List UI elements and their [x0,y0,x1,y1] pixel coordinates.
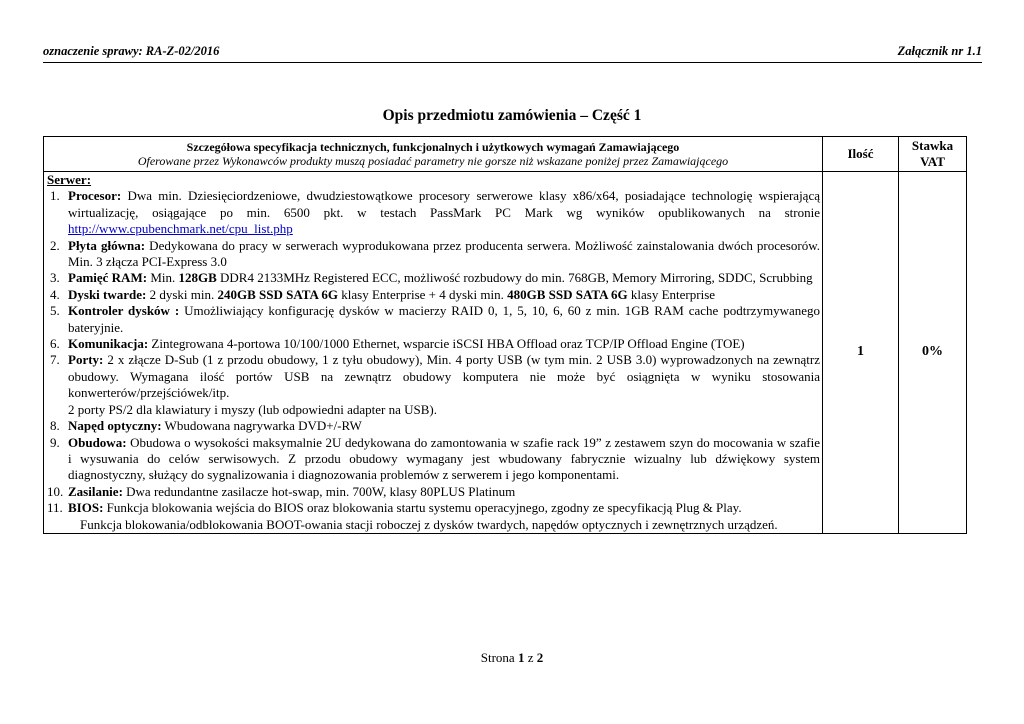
spec-header-title: Szczegółowa specyfikacja technicznych, funkcjonalnych i użytkowych wymagań Zamawiającego [186,140,680,154]
section-title: Serwer: [47,172,92,187]
vat-header-line2: VAT [920,154,945,169]
spec-body [44,172,823,534]
page-footer: Strona 1 z 2 [480,650,544,665]
list-item: 11. BIOS: Funkcja blokowania wejścia do BIOS oraz blokowania startu systemu operacyjnego, zgodny ze specyfikacją Plug & Play. Funkcja blokowania/odblokowania BOOT-owania stacji roboczej z dysków twardych, napędów optycznych i zewnętrznych urządzeń. [47,500,778,532]
attachment-label: Załącznik nr 1.1 [897,44,982,58]
list-item: 8. Napęd optyczny: Wbudowana nagrywarka DVD+/-RW [50,418,362,434]
quantity-header: Ilość [823,137,899,172]
spec-header-note: Oferowane przez Wykonawców produkty muszą posiadać parametry nie gorsze niż wskazane poniżej przez Zamawiającego [137,154,729,168]
page-total: 2 [536,650,544,665]
vat-value: 0% [899,172,967,534]
spec-list [44,188,822,533]
list-item: 10. Zasilanie: Dwa redundantne zasilacze hot-swap, min. 700W, klasy 80PLUS Platinum [47,483,516,499]
page-header [43,44,982,63]
document-title: Opis przedmiotu zamówienia – Część 1 [382,107,642,124]
list-item: 3. Pamięć RAM: Min. 128GB DDR4 2133MHz Registered ECC, możliwość rozbudowy do min. 768GB, Memory Mirroring, SDDC, Scrubbing [50,270,813,286]
list-item: 4. Dyski twarde: 2 dyski min. 240GB SSD SATA 6G klasy Enterprise + 4 dyski min. 480GB SSD SATA 6G klasy Enterprise [50,286,716,302]
list-item: 6. Komunikacja: Zintegrowana 4-portowa 10/100/1000 Ethernet, wsparcie iSCSI HBA Offload oraz TCP/IP Offload Engine (TOE) [50,336,745,352]
list-item: 1. Procesor: Dwa min. Dziesięciordzeniowe, dwudziestowątkowe procesory serwerowe klasy x86/x64, posiadające technologię wspierającą wirtualizację, osiągające po min. 6500 pkt. w testach PassMark PC Mark wg wyników opublikowanych na stronie http://www.cpubenchmark.net/cpu_list.php [50,188,820,237]
spec-header [44,137,823,172]
vat-header-line1: Stawka [911,138,954,153]
case-reference: oznaczenie sprawy: RA-Z-02/2016 [43,44,220,58]
list-item: 5. Kontroler dysków : Umożliwiający konfigurację dysków w macierzy RAID 0, 1, 5, 10, 6, 60 z min. 1GB RAM cache podtrzymywanego bateryjnie. [50,303,820,335]
list-item: 9. Obudowa: Obudowa o wysokości maksymalnie 2U dedykowana do zamontowania w szafie rack 19” z zestawem szyn do mocowania w szafie i wysuwania do celów serwisowych. Z przodu obudowy wymagany jest wbudowany fabrycznie wizualny lub dźwiękowy system diagnostyczny, służący do sygnalizowania i diagnozowania problemów z serwerem i jego komponentami. [50,434,820,483]
list-item: 7. Porty: 2 x złącze D-Sub (1 z przodu obudowy, 1 z tyłu obudowy), Min. 4 porty USB (w tym min. 2 USB 3.0) wyprowadzonych na zewnątrz obudowy. Wymagana ilość portów USB na zewnątrz obudowy komputera nie może być osiągnięta w wyniku stosowania konwerterów/przejściówek/itp. 2 porty PS/2 dla klawiatury i myszy (lub odpowiedni adapter na USB). [50,352,820,417]
vat-header [899,137,967,172]
cpu-benchmark-link[interactable]: http://www.cpubenchmark.net/cpu_list.php [68,221,293,237]
page-number: 1 [517,650,525,665]
specification-table [43,136,967,534]
list-item: 2. Płyta główna: Dedykowana do pracy w serwerach wyprodukowana przez producenta serwera. Możliwość zainstalowania dwóch procesorów. Min. 3 złącza PCI-Express 3.0 [50,237,820,270]
quantity-value: 1 [823,172,899,534]
